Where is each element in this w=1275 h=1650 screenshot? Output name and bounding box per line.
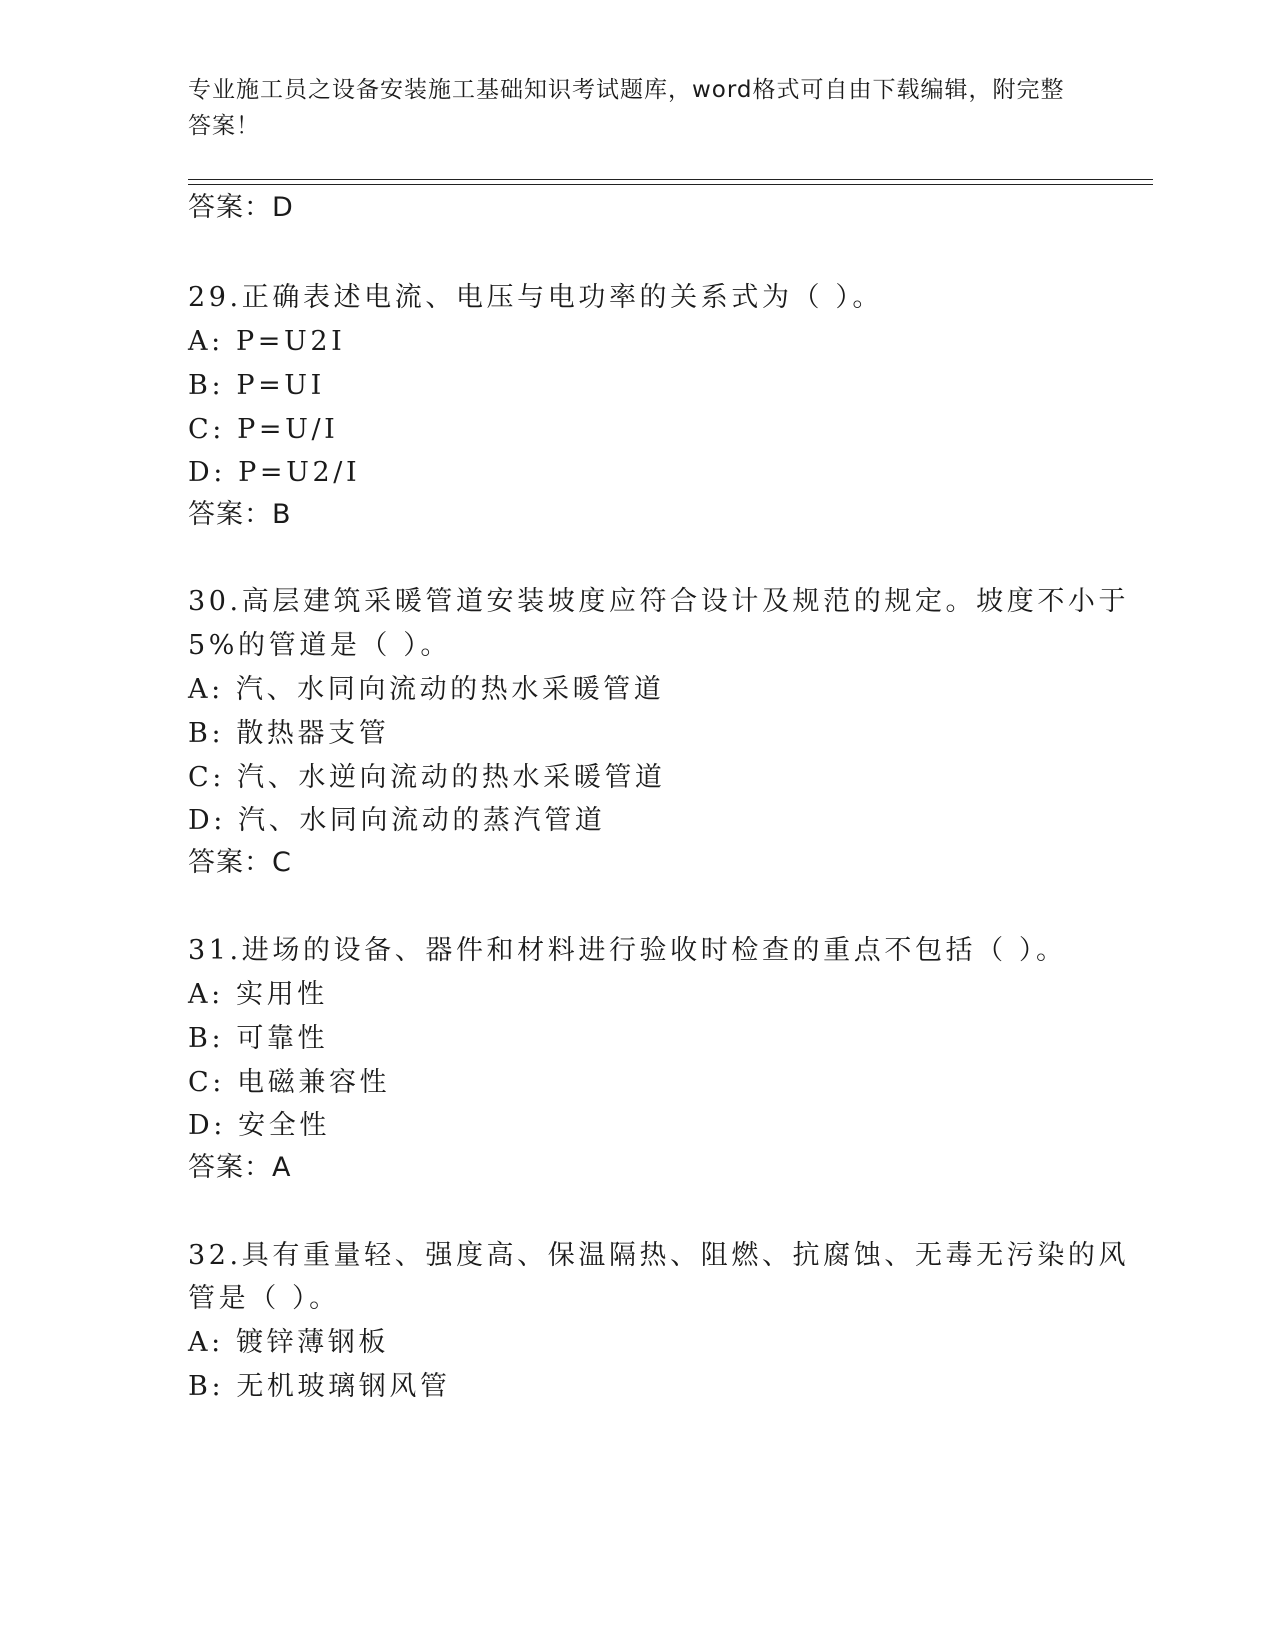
answer-line: 答案：B [188, 499, 292, 530]
question-stem: 31.进场的设备、器件和材料进行验收时检查的重点不包括（ ）。 [188, 935, 1067, 966]
option-line: B: P=UI [188, 370, 325, 401]
option-line: A: 镀锌薄钢板 [188, 1327, 389, 1358]
option-line: A: 实用性 [188, 979, 328, 1010]
question-stem: 29.正确表述电流、电压与电功率的关系式为（ ）。 [188, 282, 884, 313]
question-stem: 32.具有重量轻、强度高、保温隔热、阻燃、抗腐蚀、无毒无污染的风 [188, 1240, 1130, 1271]
option-line: B: 散热器支管 [188, 718, 390, 749]
answer-line: 答案：A [188, 1152, 292, 1183]
question-stem-continued: 管是（ ）。 [188, 1283, 340, 1314]
option-line: B: 无机玻璃钢风管 [188, 1371, 451, 1402]
option-line: B: 可靠性 [188, 1023, 329, 1054]
answer-line: 答案：C [188, 847, 292, 878]
option-line: D: 汽、水同向流动的蒸汽管道 [188, 805, 606, 836]
document-header: 专业施工员之设备安装施工基础知识考试题库，word格式可自由下载编辑，附完整答案！ [188, 77, 1065, 139]
option-line: D: P=U2/I [188, 457, 361, 488]
option-line: D: 安全性 [188, 1110, 330, 1141]
option-line: C: P=U/I [188, 414, 339, 445]
header-divider-bottom [188, 184, 1153, 185]
option-line: C: 汽、水逆向流动的热水采暖管道 [188, 762, 666, 793]
question-stem: 30.高层建筑采暖管道安装坡度应符合设计及规范的规定。坡度不小于 [188, 586, 1130, 617]
header-divider-top [188, 179, 1153, 180]
option-line: C: 电磁兼容性 [188, 1067, 391, 1098]
option-line: A: P=U2I [188, 326, 346, 357]
answer-line: 答案：D [188, 192, 294, 223]
question-stem-continued: 5%的管道是（ ）。 [188, 630, 451, 661]
option-line: A: 汽、水同向流动的热水采暖管道 [188, 674, 665, 705]
